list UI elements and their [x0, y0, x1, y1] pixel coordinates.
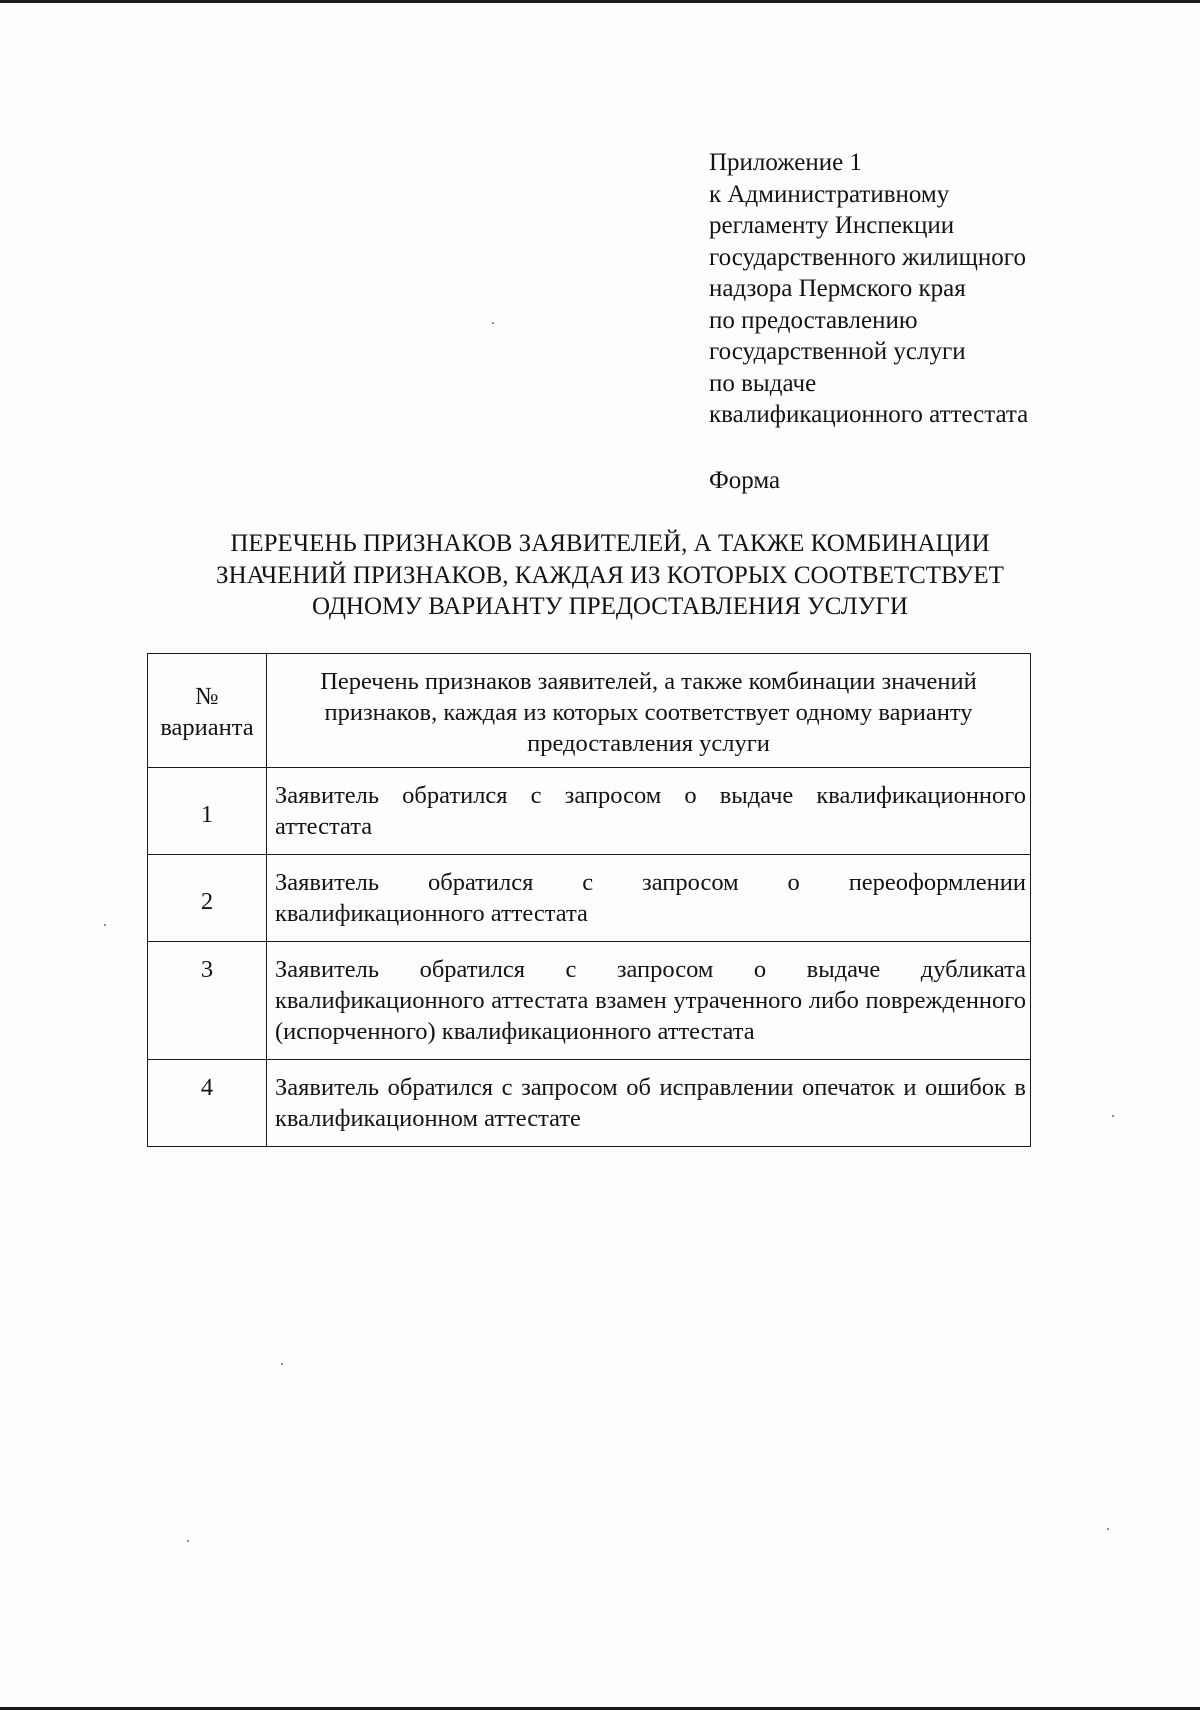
variant-number: 1 — [148, 768, 267, 855]
scan-speck — [187, 1540, 189, 1542]
number-word: варианта — [160, 713, 254, 741]
table-row — [148, 855, 1031, 942]
variant-description: Заявитель обратился с запросом о выдаче квалификационного аттестата — [267, 768, 1031, 855]
scan-speck — [104, 924, 106, 926]
table-row — [148, 1060, 1031, 1147]
table-row — [148, 768, 1031, 855]
variant-description: Заявитель обратился с запросом о переоформлении квалификационного аттестата — [267, 855, 1031, 942]
scan-top-edge — [0, 0, 1200, 3]
table-header-row — [148, 654, 1031, 768]
scan-speck — [1107, 1528, 1109, 1530]
document-title — [150, 528, 1070, 623]
form-label: Форма — [709, 467, 781, 494]
header-description: Перечень признаков заявителей, а также комбинации значений признаков, каждая из которых соответствует одному варианту предоставления услуги — [267, 654, 1031, 768]
variants-table — [147, 653, 1031, 1147]
annex-line: к Административному — [709, 180, 950, 208]
annex-line: Приложение 1 — [709, 149, 862, 176]
title-line: ЗНАЧЕНИЙ ПРИЗНАКОВ, КАЖДАЯ ИЗ КОТОРЫХ СООТВЕТСТВУЕТ — [216, 561, 1004, 589]
annex-heading — [709, 147, 1129, 431]
annex-line: по предоставлению — [709, 306, 918, 334]
variant-description: Заявитель обратился с запросом об исправлении опечаток и ошибок в квалификационном аттестате — [267, 1060, 1031, 1147]
title-line: ОДНОМУ ВАРИАНТУ ПРЕДОСТАВЛЕНИЯ УСЛУГИ — [312, 593, 908, 620]
scan-speck — [1112, 1115, 1114, 1117]
scan-speck — [281, 1363, 283, 1365]
annex-line: квалификационного аттестата — [709, 401, 1029, 428]
variant-number: 4 — [148, 1060, 267, 1147]
annex-line: регламенту Инспекции — [709, 212, 955, 239]
annex-line: государственной услуги — [709, 338, 966, 365]
variant-description: Заявитель обратился с запросом о выдаче дубликата квалификационного аттестата взамен утраченного либо поврежденного (испорченного) квалификационного аттестата — [267, 942, 1031, 1060]
title-line: ПЕРЕЧЕНЬ ПРИЗНАКОВ ЗАЯВИТЕЛЕЙ, А ТАКЖЕ КОМБИНАЦИИ — [230, 530, 990, 557]
variant-number: 3 — [148, 942, 267, 1060]
number-symbol: № — [195, 682, 219, 710]
table-row — [148, 942, 1031, 1060]
scan-speck — [492, 322, 494, 324]
header-variant-number — [148, 654, 267, 768]
variant-number: 2 — [148, 855, 267, 942]
annex-line: надзора Пермского края — [709, 275, 966, 302]
annex-line: по выдаче — [709, 369, 817, 397]
annex-line: государственного жилищного — [709, 243, 1026, 271]
